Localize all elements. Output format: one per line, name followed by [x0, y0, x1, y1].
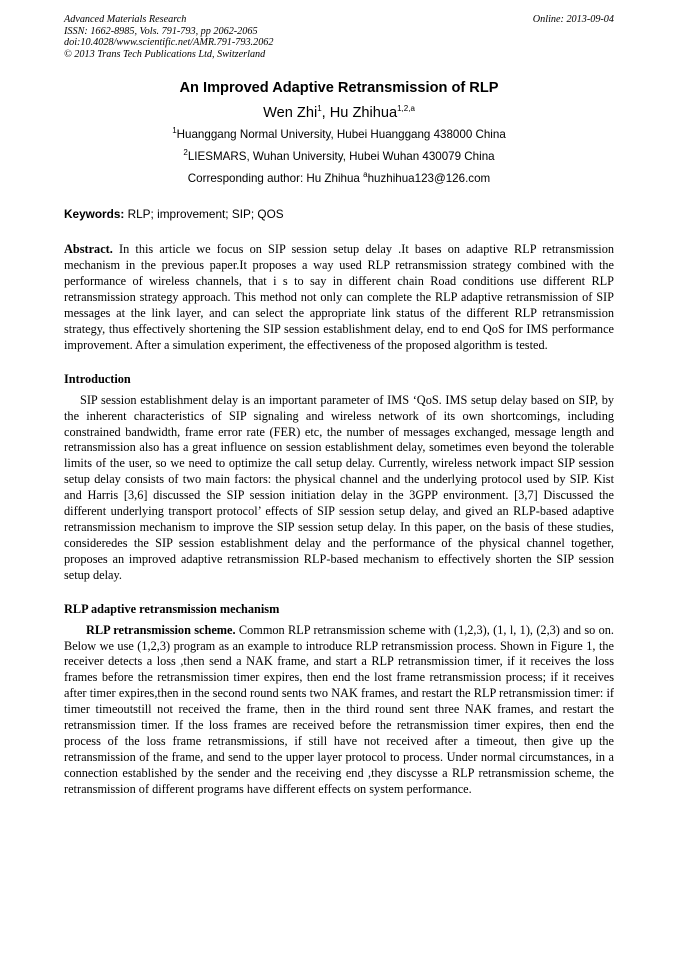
journal-info	[64, 14, 273, 60]
abstract	[64, 242, 614, 353]
affiliation-1-mark: 1	[172, 125, 177, 135]
section-heading-introduction: Introduction	[64, 371, 131, 386]
journal-copyright: © 2013 Trans Tech Publications Ltd, Switzerland	[64, 48, 266, 60]
introduction-paragraph: SIP session establishment delay is an important parameter of IMS ‘QoS. IMS setup delay based on SIP, by the inherent characteristics of SIP signaling and wireless network of its own shortcomings, including constrained bandwidth, frame error rate (FER) etc, the number of messages exchanged, message length and retransmission also has a great influence on session establishment delay, sometimes even beyond the tolerable limits of the user, so we need to optimize the call setup delay. Currently, wireless network impact SIP session setup delay consists of two main factors: the physical channel and the underlying protocol used by SIP. Kist and Harris [3,6] discussed the SIP session initiation delay in the 3GPP environment. [3,7] Discussed the different underlying transport protocol’ effects of SIP session setup delay, and gived an RLP-based adaptive retransmission mechanism to improve the SIP session setup delay. In this paper, on the basis of these studies, consideredes the SIP session establishment delay and the performance of the physical channel together, proposes an improved adaptive retransmission RLP-based mechanism to effectively shorten the SIP session setup delay.	[64, 392, 614, 582]
affiliation-2	[64, 147, 614, 164]
journal-name: Advanced Materials Research	[64, 14, 187, 25]
author-separator: ,	[321, 105, 330, 122]
abstract-label: Abstract.	[64, 242, 113, 257]
keywords	[64, 207, 614, 221]
journal-issn: ISSN: 1662-8985, Vols. 791-793, pp 2062-2065	[64, 25, 258, 37]
corresponding-prefix: Corresponding author: Hu Zhihua	[187, 172, 364, 186]
journal-header	[64, 14, 614, 60]
keywords-text: RLP; improvement; SIP; QOS	[124, 207, 284, 222]
affiliation-1-text: Huanggang Normal University, Hubei Huanggang 438000 China	[176, 128, 506, 142]
online-date: Online: 2013-09-04	[532, 14, 614, 25]
affiliation-1	[64, 125, 614, 142]
journal-doi: doi:10.4028/www.scientific.net/AMR.791-793.2062	[64, 37, 274, 49]
affiliation-2-mark: 2	[183, 147, 188, 157]
paper-page	[64, 14, 614, 798]
section-heading-rlp: RLP adaptive retransmission mechanism	[64, 601, 280, 616]
author-2-affil-mark: 1,2,a	[397, 103, 415, 113]
author-2: Hu Zhihua	[329, 105, 398, 122]
author-line	[64, 104, 614, 122]
corresponding-mark: a	[363, 169, 368, 179]
keywords-label: Keywords:	[64, 207, 125, 222]
corresponding-author	[64, 169, 614, 186]
author-1: Wen Zhi	[263, 105, 318, 122]
paper-title: An Improved Adaptive Retransmission of RLP	[179, 80, 499, 97]
rlp-paragraph	[64, 623, 614, 798]
corresponding-email: huzhihua123@126.com	[367, 172, 491, 186]
affiliation-2-text: LIESMARS, Wuhan University, Hubei Wuhan 430079 China	[187, 150, 495, 164]
abstract-text: In this article we focus on SIP session setup delay .It bases on adaptive RLP retransmission mechanism in the previous paper.It proposes a way used RLP retransmission strategy combined with the performance of wireless channels, that i s to say in different chain Road conditions use different RLP retransmission strategy approach. This method not only can complete the RLP adaptive retransmission of SIP messages at the link layer, and can select the appropriate link status of the different RLP retransmission strategy, thus effectively shortening the SIP session establishment delay, end to end QoS for IMS performance improvement. After a simulation experiment, the effectiveness of the proposed algorithm is tested.	[64, 242, 614, 352]
rlp-runin-heading: RLP retransmission scheme.	[86, 622, 236, 637]
author-1-affil-mark: 1	[317, 103, 322, 113]
rlp-paragraph-text: Common RLP retransmission scheme with (1,2,3), (1, l, 1), (2,3) and so on. Below we use (1,2,3) program as an example to introduce RLP retransmission process. Shown in Figure 1, the receiver detects a loss ,then send a NAK frame, and start a RLP retransmission timer, if it receives the loss frames before the retransmission timer expires, then end the lost frame retransmission process; if it receives after timer expires,then in the second round sents two NAK frames, and restart the RLP retransmission timer: if timer timeoutstill not received the frame, then in the third round sent three NAK frames, and restart the retransmission timer. If the loss frames are received before the retransmission timer expires, then end the process of the loss frame retransmissions, if still have not received after a timeout, then give up the retransmission of the frame, and send to the upper layer protocol to process. Under normal circumstances, in a connection established by the sender and the receiving end ,they discysse a RLP retransmission scheme, the retransmission of different programs have different effects on system performance.	[64, 622, 614, 796]
